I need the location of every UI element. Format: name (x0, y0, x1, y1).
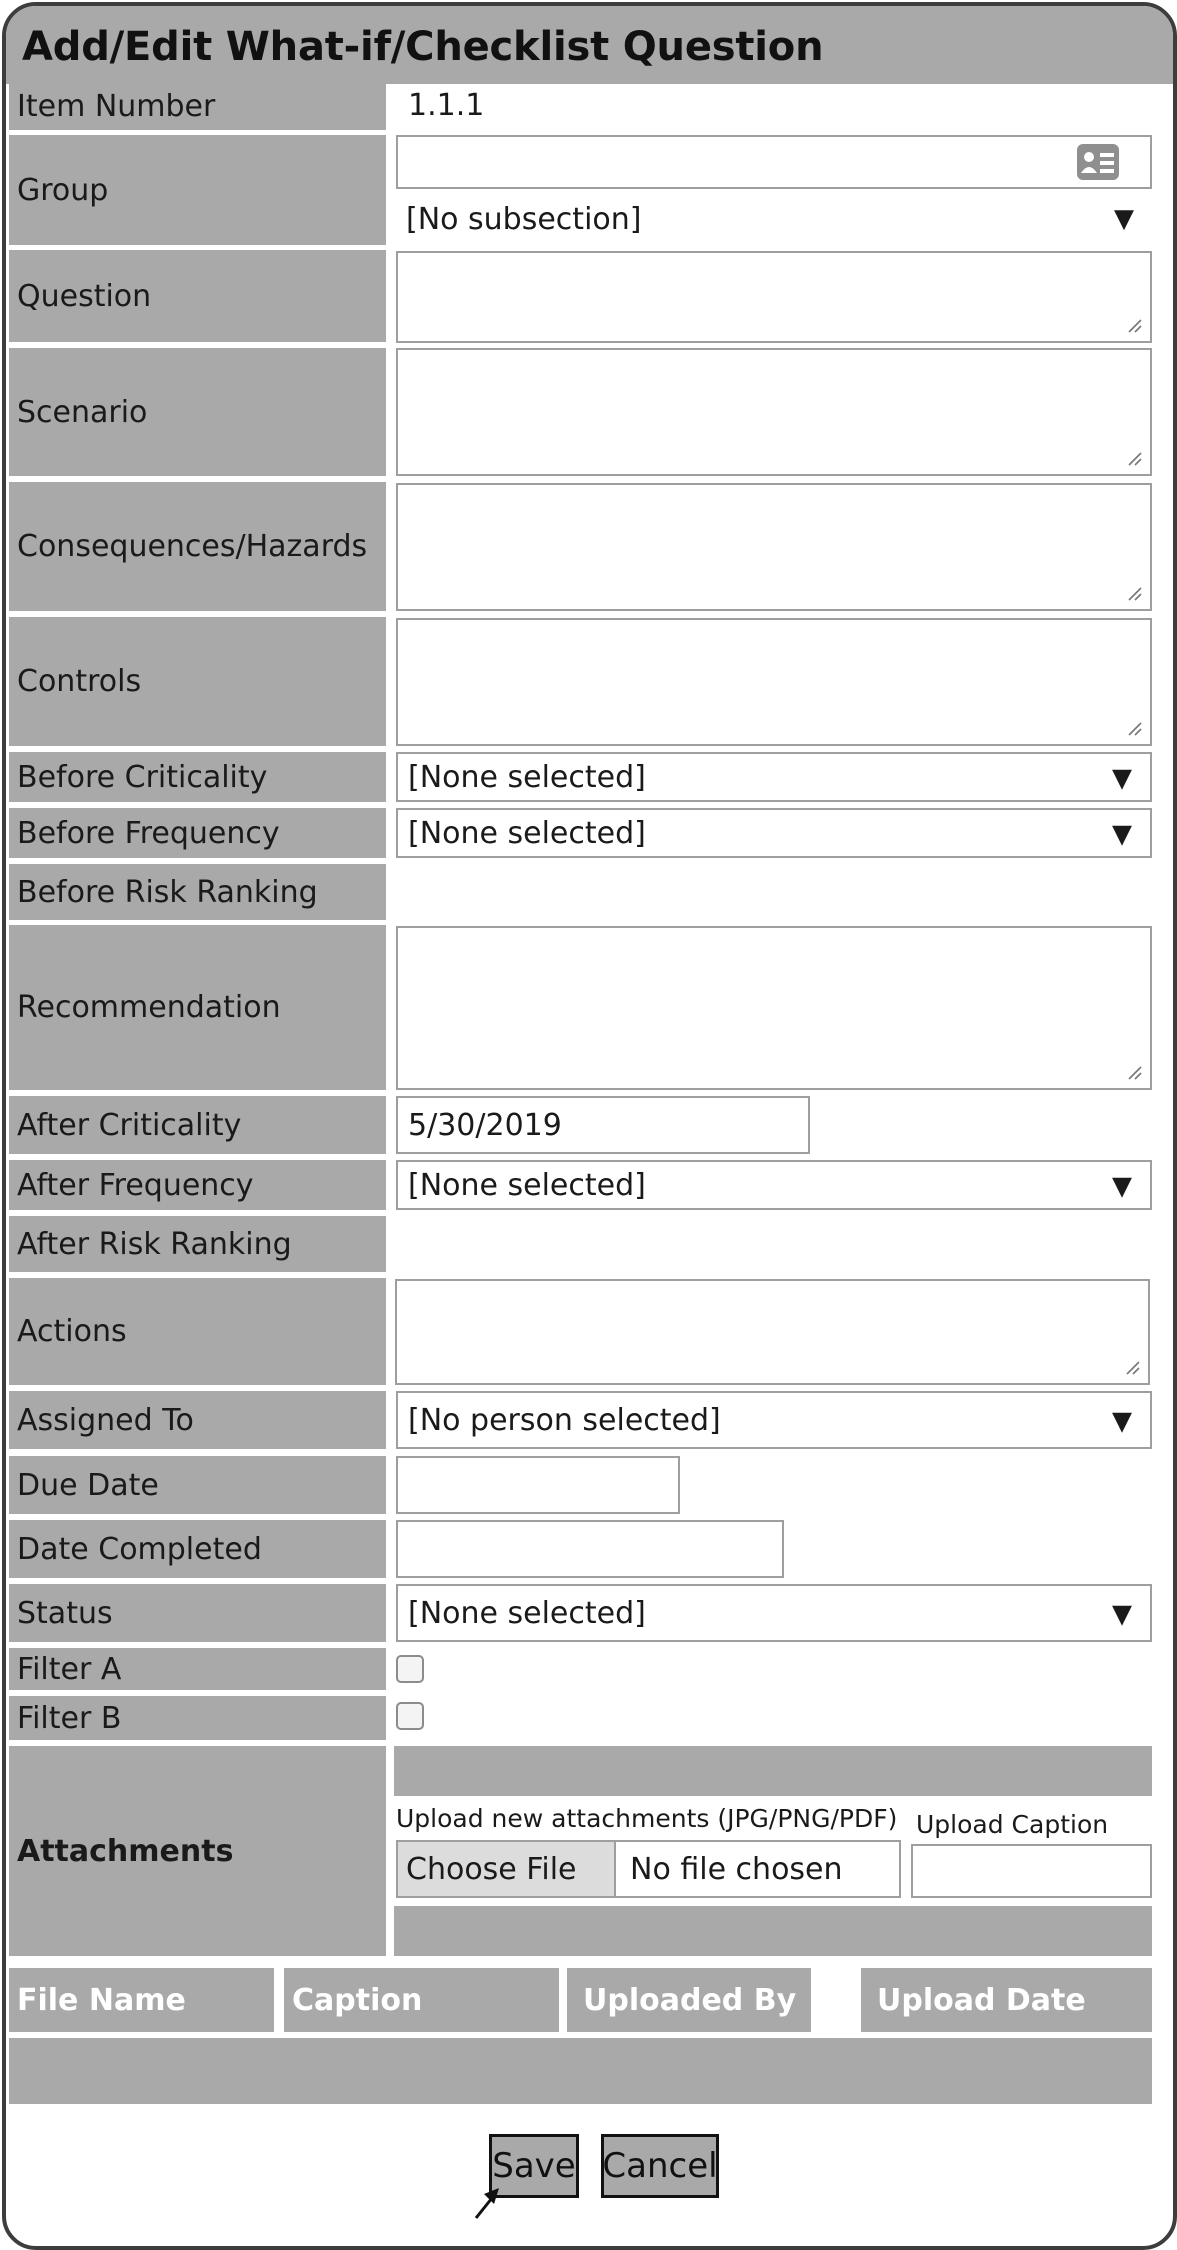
scenario-label: Scenario (9, 348, 386, 476)
before-frequency-label: Before Frequency (9, 808, 386, 858)
column-upload-date: Upload Date (861, 1968, 1152, 2032)
recommendation-textarea[interactable] (396, 926, 1152, 1090)
status-label: Status (9, 1584, 386, 1642)
question-textarea[interactable] (396, 251, 1152, 343)
resize-grip-icon[interactable] (1126, 1064, 1142, 1080)
date-completed-input[interactable] (396, 1520, 784, 1578)
column-uploaded-by: Uploaded By (567, 1968, 811, 2032)
resize-grip-icon[interactable] (1126, 450, 1142, 466)
chevron-down-icon: ▼ (1112, 1406, 1132, 1437)
chevron-down-icon: ▼ (1112, 1599, 1132, 1630)
after-frequency-select-value: [None selected] (408, 1167, 646, 1203)
file-upload-control[interactable] (396, 1840, 901, 1898)
assigned-to-label: Assigned To (9, 1391, 386, 1449)
status-select-value: [None selected] (408, 1595, 646, 1631)
filter-a-checkbox[interactable] (396, 1655, 424, 1683)
before-criticality-label: Before Criticality (9, 752, 386, 802)
question-label: Question (9, 250, 386, 342)
after-risk-ranking-label: After Risk Ranking (9, 1216, 386, 1272)
actions-textarea[interactable] (395, 1279, 1150, 1385)
filter-a-label: Filter A (9, 1648, 386, 1690)
after-criticality-input[interactable]: 5/30/2019 (396, 1096, 810, 1154)
no-file-chosen-text: No file chosen (630, 1852, 843, 1887)
after-frequency-select[interactable] (396, 1160, 1152, 1210)
upload-caption-label: Upload Caption (916, 1810, 1109, 1839)
filter-b-checkbox[interactable] (396, 1702, 424, 1730)
group-input[interactable] (396, 135, 1152, 189)
after-criticality-label: After Criticality (9, 1096, 386, 1154)
assigned-to-select-value: [No person selected] (408, 1402, 721, 1438)
filter-b-label: Filter B (9, 1696, 386, 1740)
group-label: Group (9, 135, 386, 245)
column-caption: Caption (284, 1968, 559, 2032)
subsection-select-value: [No subsection] (406, 201, 642, 237)
attachments-label: Attachments (9, 1746, 386, 1956)
consequences-label: Consequences/Hazards (9, 482, 386, 611)
choose-file-button[interactable]: Choose File (398, 1842, 616, 1896)
attachments-header-bar (394, 1746, 1152, 1796)
dialog-title: Add/Edit What-if/Checklist Question (22, 24, 824, 70)
before-frequency-select-value: [None selected] (408, 815, 646, 851)
before-criticality-select-value: [None selected] (408, 759, 646, 795)
controls-label: Controls (9, 617, 386, 746)
subsection-select[interactable] (396, 196, 1152, 242)
actions-label: Actions (9, 1278, 386, 1385)
mouse-pointer-icon (472, 2184, 506, 2220)
consequences-textarea[interactable] (396, 483, 1152, 611)
chevron-down-icon: ▼ (1114, 204, 1134, 234)
upload-attachments-label: Upload new attachments (JPG/PNG/PDF) (396, 1804, 898, 1833)
chevron-down-icon: ▼ (1112, 819, 1132, 850)
before-risk-ranking-label: Before Risk Ranking (9, 864, 386, 920)
after-frequency-label: After Frequency (9, 1160, 386, 1210)
cancel-button[interactable]: Cancel (601, 2134, 719, 2198)
due-date-input[interactable] (396, 1456, 680, 1514)
recommendation-label: Recommendation (9, 925, 386, 1090)
status-select[interactable] (396, 1584, 1152, 1642)
resize-grip-icon[interactable] (1124, 1359, 1140, 1375)
attachments-footer-bar (394, 1906, 1152, 1956)
assigned-to-select[interactable] (396, 1391, 1152, 1449)
before-frequency-select[interactable] (396, 808, 1152, 858)
upload-caption-input[interactable] (911, 1844, 1152, 1898)
column-file-name: File Name (9, 1968, 274, 2032)
due-date-label: Due Date (9, 1456, 386, 1514)
attachments-empty-row (9, 2038, 1152, 2104)
save-button[interactable]: Save (489, 2134, 579, 2198)
resize-grip-icon[interactable] (1126, 585, 1142, 601)
resize-grip-icon[interactable] (1126, 317, 1142, 333)
dialog-titlebar (6, 6, 1173, 84)
item-number-label: Item Number (9, 82, 386, 130)
resize-grip-icon[interactable] (1126, 720, 1142, 736)
chevron-down-icon: ▼ (1112, 1171, 1132, 1202)
controls-textarea[interactable] (396, 618, 1152, 746)
contact-card-icon[interactable] (1076, 143, 1120, 181)
scenario-textarea[interactable] (396, 348, 1152, 476)
item-number-value: 1.1.1 (408, 88, 485, 123)
chevron-down-icon: ▼ (1112, 763, 1132, 794)
date-completed-label: Date Completed (9, 1520, 386, 1578)
before-criticality-select[interactable] (396, 752, 1152, 802)
